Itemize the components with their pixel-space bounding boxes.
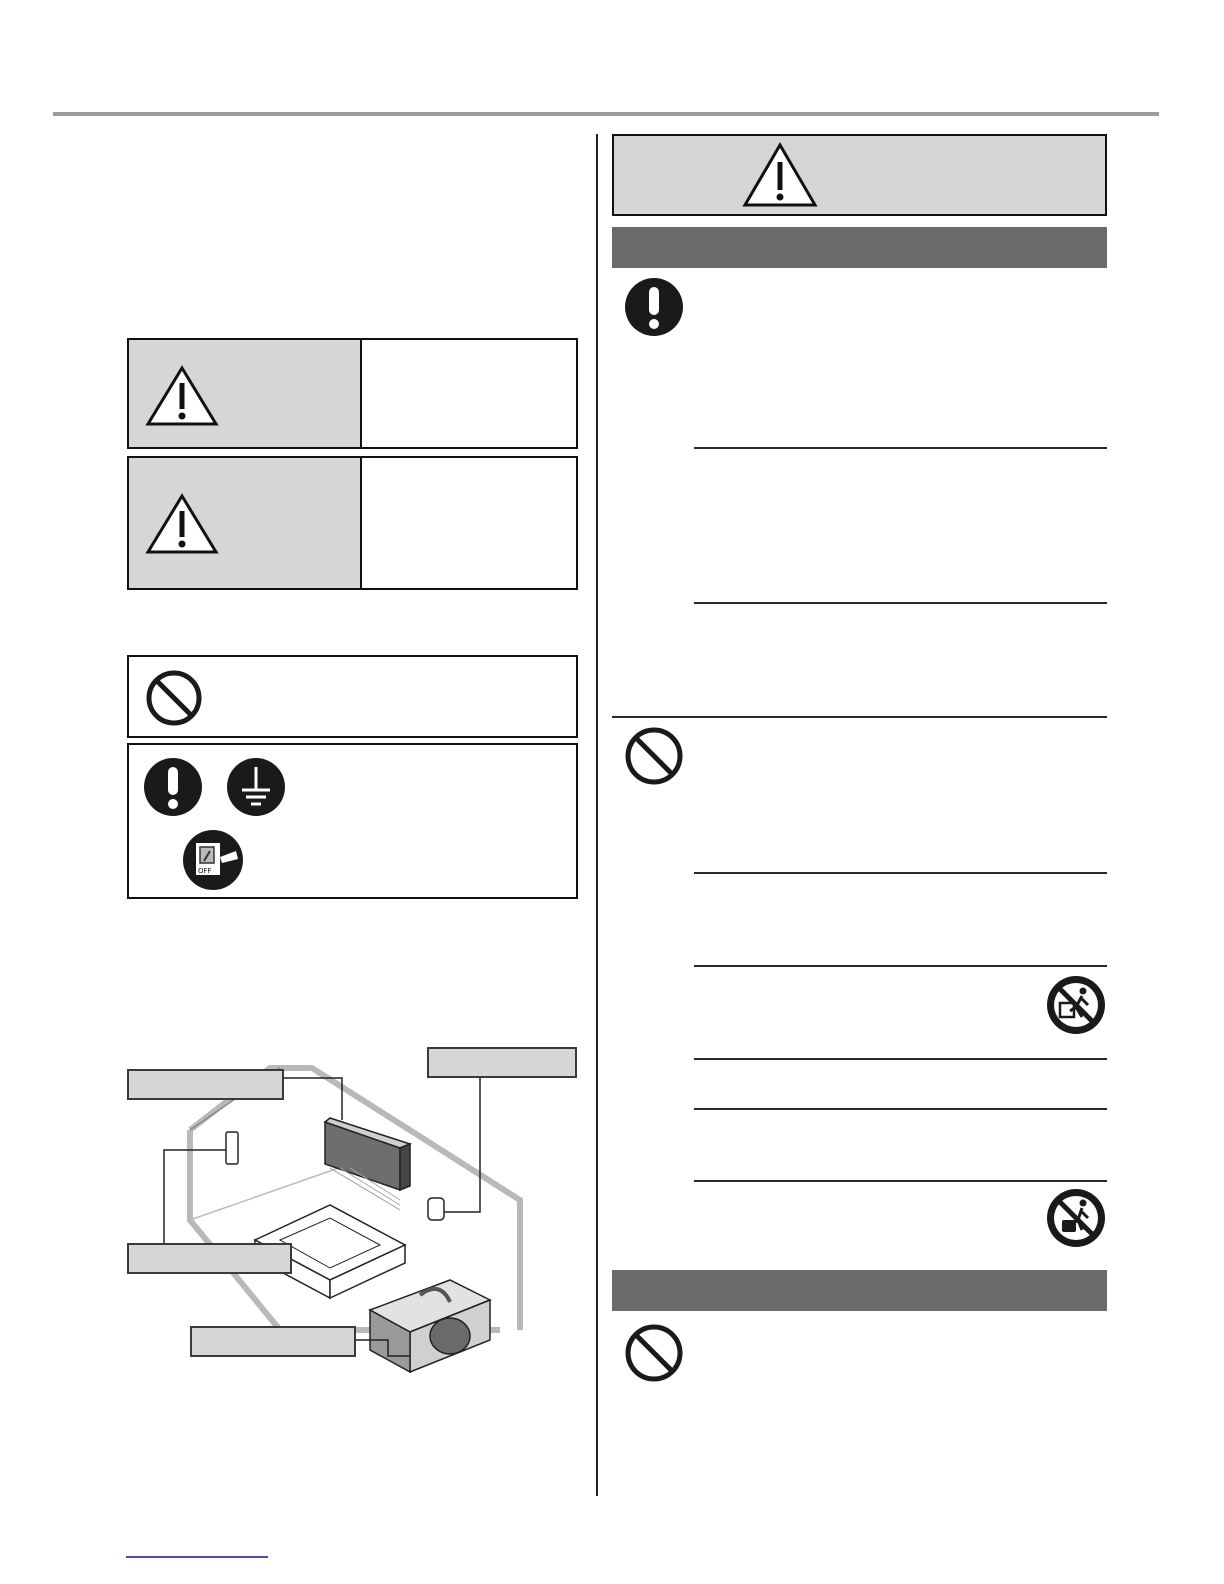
section-1-bar (612, 227, 1107, 268)
diagram-label-indoor-unit (127, 1069, 284, 1100)
mandatory-symbols-box (127, 743, 578, 899)
warning-legend-panel (129, 340, 362, 447)
item-rule (694, 602, 1107, 604)
power-off-icon (182, 829, 244, 891)
earth-ground-icon (226, 757, 286, 817)
item-rule (694, 1108, 1107, 1110)
warning-triangle-icon (145, 493, 219, 555)
prohibited-icon (145, 669, 203, 727)
section-2-bar (612, 1270, 1107, 1311)
mandatory-icon (143, 757, 203, 817)
no-climbing-icon (1046, 975, 1106, 1035)
diagram-label-remote (127, 1243, 292, 1274)
footer-link[interactable] (126, 1556, 268, 1558)
caution-legend-panel (129, 458, 362, 588)
diagram-label-outdoor-unit (190, 1326, 356, 1357)
warning-legend (127, 338, 578, 449)
prohibited-icon (624, 726, 684, 786)
diagram-label-sensor (427, 1047, 577, 1078)
item-rule (694, 447, 1107, 449)
outdoor-unit (370, 1280, 490, 1372)
warning-triangle-icon (742, 142, 818, 208)
wall-sensor (428, 1198, 444, 1220)
item-rule (694, 1058, 1107, 1060)
prohibited-symbol-box (127, 655, 578, 738)
caution-legend (127, 456, 578, 590)
no-climbing-icon (1046, 1188, 1106, 1248)
item-rule (694, 965, 1107, 967)
item-rule (694, 872, 1107, 874)
column-divider (596, 134, 598, 1496)
mandatory-icon (624, 277, 684, 337)
prohibited-icon (624, 1323, 684, 1383)
remote-controller (226, 1132, 238, 1164)
section-rule (612, 716, 1107, 718)
warning-triangle-icon (145, 365, 219, 427)
svg-text:OFF: OFF (198, 867, 212, 875)
header-rule (53, 112, 1159, 116)
item-rule (694, 1180, 1107, 1182)
indoor-unit (325, 1118, 410, 1210)
warning-banner (612, 134, 1107, 216)
